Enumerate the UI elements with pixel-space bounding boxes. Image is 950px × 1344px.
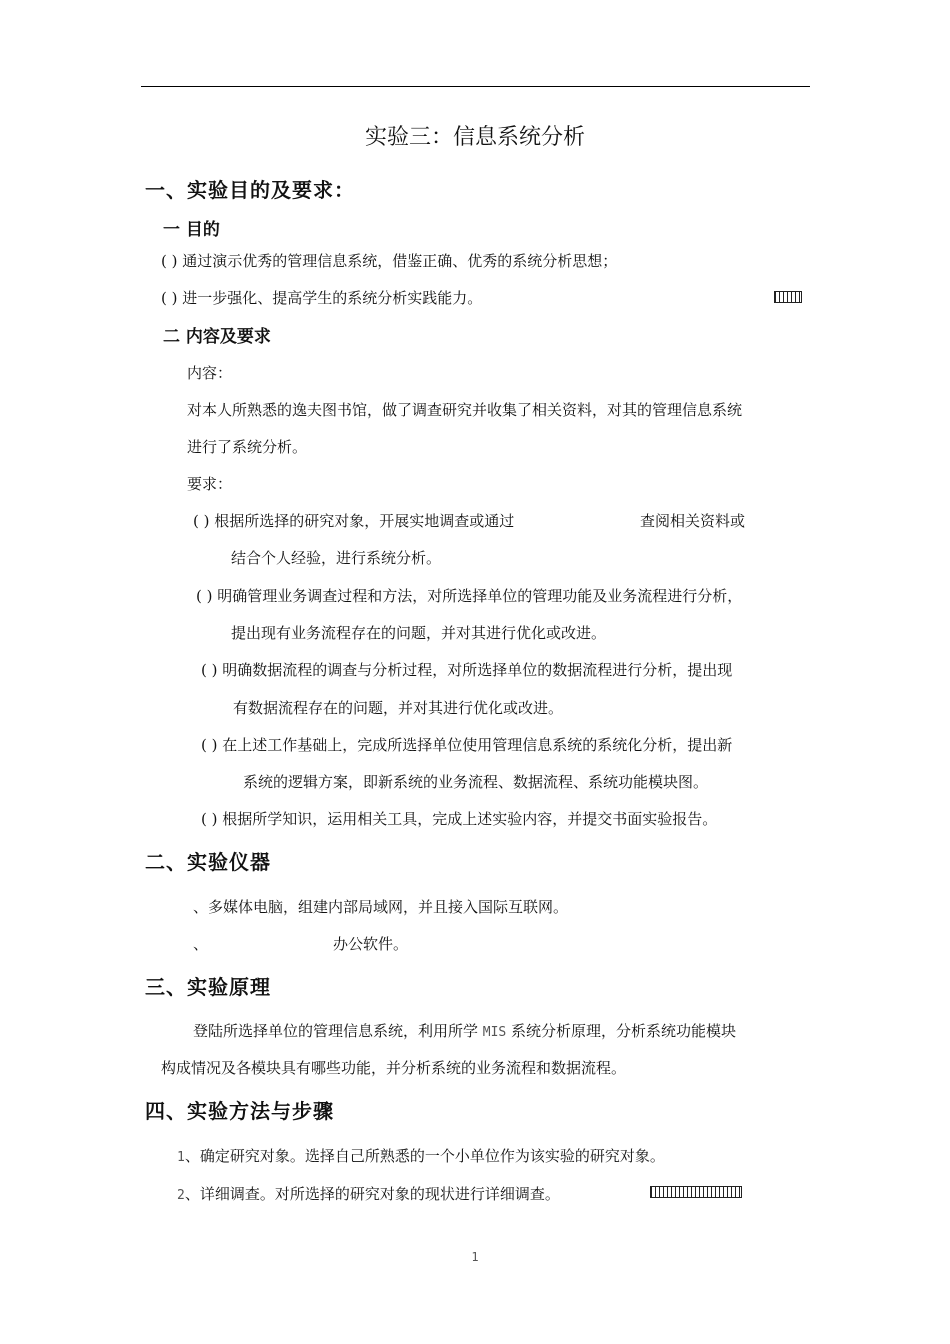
document-title: 实验三：信息系统分析 [364, 125, 585, 150]
subsection-content-heading: 二 内容及要求 [163, 327, 271, 347]
subsection-goal-heading: 一 目的 [163, 220, 220, 240]
requirement-4-line-1: ( ) 在上述工作基础上，完成所选择单位使用管理信息系统的系统化分析，提出新 [201, 736, 733, 754]
content-label: 内容： [187, 364, 233, 382]
requirement-1-line-2: 结合个人经验，进行系统分析。 [231, 549, 442, 567]
requirements-label: 要求： [187, 475, 233, 493]
requirement-3-line-2: 有数据流程存在的问题，并对其进行优化或改进。 [233, 699, 564, 717]
requirement-5: ( ) 根据所学知识，运用相关工具，完成上述实验内容，并提交书面实验报告。 [201, 810, 718, 828]
step-2: 2、详细调查。对所选择的研究对象的现状进行详细调查。 [177, 1185, 560, 1203]
section-4-heading: 四、实验方法与步骤 [145, 1099, 334, 1123]
content-line-1: 对本人所熟悉的逸夫图书馆，做了调查研究并收集了相关资料，对其的管理信息系统 [187, 401, 743, 419]
header-rule [141, 86, 810, 87]
content-line-2: 进行了系统分析。 [187, 438, 308, 456]
principle-line-1: 登陆所选择单位的管理信息系统，利用所学 MIS 系统分析原理，分析系统功能模块 [193, 1022, 737, 1040]
requirement-3-line-1: ( ) 明确数据流程的调查与分析过程，对所选择单位的数据流程进行分析，提出现 [201, 661, 733, 679]
requirement-1-line-1: ( ) 根据所选择的研究对象，开展实地调查或通过 [193, 512, 515, 530]
requirement-2-line-2: 提出现有业务流程存在的问题，并对其进行优化或改进。 [231, 624, 607, 642]
requirement-4-line-2: 系统的逻辑方案，即新系统的业务流程、数据流程、系统功能模块图。 [243, 773, 709, 791]
page-number: 1 [471, 1250, 479, 1264]
goal-item-1: ( ) 通过演示优秀的管理信息系统，借鉴正确、优秀的系统分析思想； [161, 252, 618, 270]
instrument-item-2-prefix: 、 [193, 935, 209, 953]
section-1-heading: 一、实验目的及要求： [145, 178, 355, 202]
requirement-1-line-1-tail: 查阅相关资料或 [640, 512, 746, 530]
instrument-item-1: 、多媒体电脑，组建内部局域网，并且接入国际互联网。 [193, 898, 569, 916]
goal-item-2: ( ) 进一步强化、提高学生的系统分析实践能力。 [161, 289, 483, 307]
section-2-heading: 二、实验仪器 [145, 850, 271, 874]
instrument-item-2: 办公软件。 [333, 935, 409, 953]
garbled-glyph-box [774, 291, 802, 303]
requirement-2-line-1: ( ) 明确管理业务调查过程和方法，对所选择单位的管理功能及业务流程进行分析， [196, 587, 743, 605]
garbled-glyph-box [650, 1186, 742, 1198]
section-3-heading: 三、实验原理 [145, 975, 271, 999]
step-1: 1、确定研究对象。选择自己所熟悉的一个小单位作为该实验的研究对象。 [177, 1147, 665, 1165]
principle-line-2: 构成情况及各模块具有哪些功能，并分析系统的业务流程和数据流程。 [161, 1059, 627, 1077]
